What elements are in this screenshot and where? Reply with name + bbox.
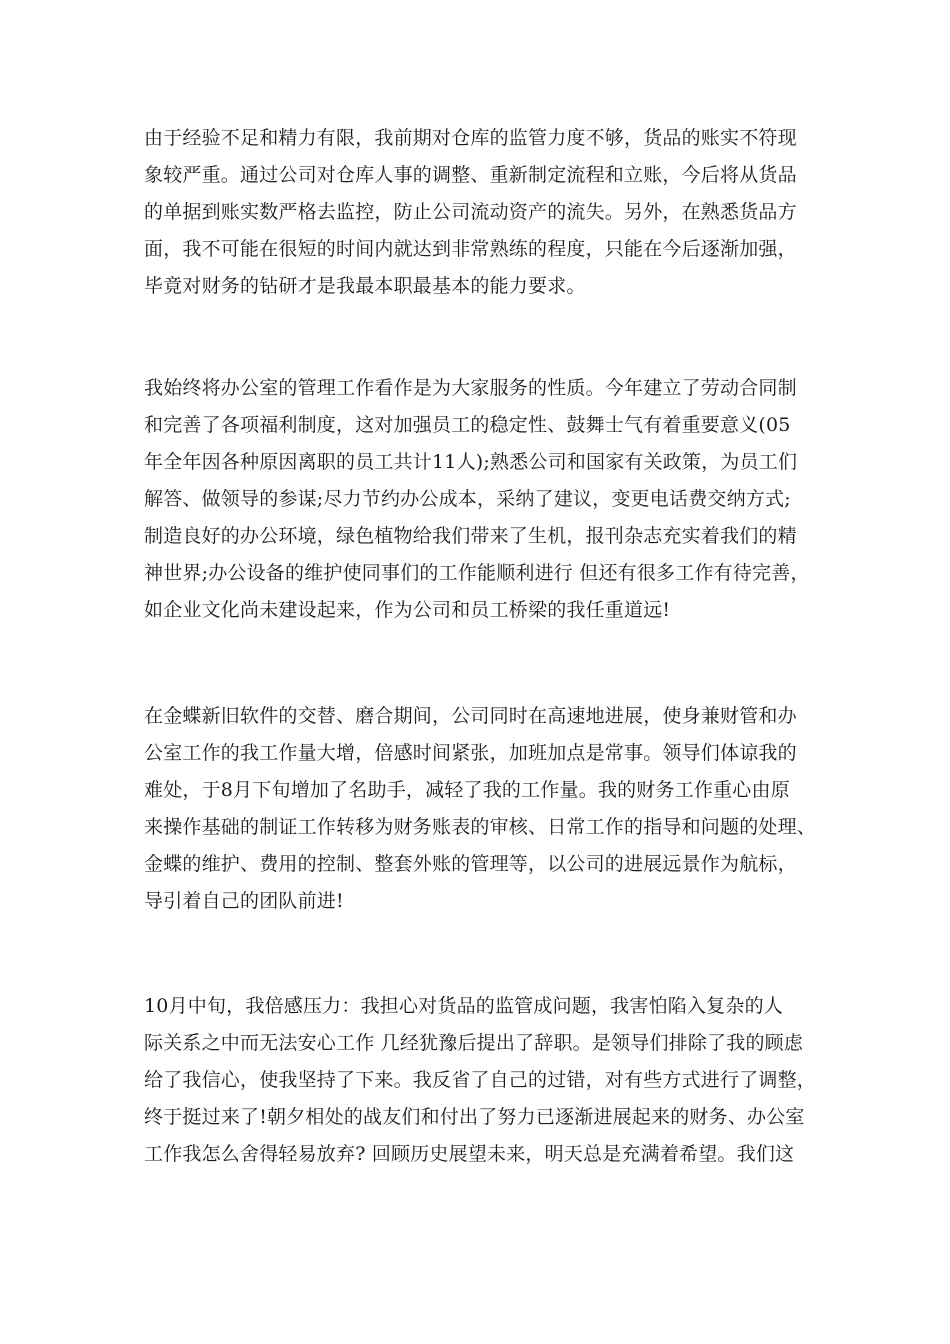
paragraph-software-transition <box>144 698 817 920</box>
paragraph-line: 如企业文化尚未建设起来，作为公司和员工桥梁的我任重道远! <box>144 599 671 621</box>
paragraph-line: 难处，于8月下旬增加了名助手，减轻了我的工作量。我的财务工作重心由原 <box>144 779 790 801</box>
paragraph-line: 际关系之中而无法安心工作 几经犹豫后提出了辞职。是领导们排除了我的顾虑 <box>144 1032 804 1054</box>
paragraph-line: 在金蝶新旧软件的交替、磨合期间，公司同时在高速地进展，使身兼财管和办 <box>144 705 797 727</box>
paragraph-line: 公室工作的我工作量大增，倍感时间紧张，加班加点是常事。领导们体谅我的 <box>144 742 797 764</box>
paragraph-line: 来操作基础的制证工作转移为财务账表的审核、日常工作的指导和问题的处理、 <box>144 816 817 838</box>
paragraph-line: 终于挺过来了!朝夕相处的战友们和付出了努力已逐渐进展起来的财务、办公室 <box>144 1106 805 1128</box>
paragraph-line: 解答、做领导的参谋;尽力节约办公成本，采纳了建议，变更电话费交纳方式; <box>144 488 791 510</box>
paragraph-warehouse-supervision <box>144 120 814 305</box>
paragraph-line: 的单据到账实数严格去监控，防止公司流动资产的流失。另外，在熟悉货品方 <box>144 201 797 223</box>
paragraph-line: 工作我怎么舍得轻易放弃? 回顾历史展望未来，明天总是充满着希望。我们这 <box>144 1143 795 1165</box>
paragraph-office-management <box>144 370 814 629</box>
paragraph-line: 给了我信心，使我坚持了下来。我反省了自己的过错，对有些方式进行了调整， <box>144 1069 817 1091</box>
paragraph-line: 我始终将办公室的管理工作看作是为大家服务的性质。今年建立了劳动合同制 <box>144 377 797 399</box>
paragraph-line: 和完善了各项福利制度，这对加强员工的稳定性、鼓舞士气有着重要意义(05 <box>144 414 791 436</box>
paragraph-line: 金蝶的维护、费用的控制、整套外账的管理等，以公司的进展远景作为航标， <box>144 853 797 875</box>
paragraph-line: 10月中旬，我倍感压力：我担心对货品的监管成问题，我害怕陷入复杂的人 <box>144 995 783 1017</box>
paragraph-line: 象较严重。通过公司对仓库人事的调整、重新制定流程和立账，今后将从货品 <box>144 164 797 186</box>
paragraph-line: 由于经验不足和精力有限，我前期对仓库的监管力度不够，货品的账实不符现 <box>144 127 797 149</box>
paragraph-line: 毕竟对财务的钻研才是我最本职最基本的能力要求。 <box>144 275 586 297</box>
paragraph-line: 神世界;办公设备的维护使同事们的工作能顺利进行 但还有很多工作有待完善， <box>144 562 810 584</box>
paragraph-line: 制造良好的办公环境，绿色植物给我们带来了生机，报刊杂志充实着我们的精 <box>144 525 797 547</box>
paragraph-october-pressure <box>144 988 817 1173</box>
paragraph-line: 年全年因各种原因离职的员工共计11人);熟悉公司和国家有关政策，为员工们 <box>144 451 798 473</box>
paragraph-line: 面，我不可能在很短的时间内就达到非常熟练的程度，只能在今后逐渐加强， <box>144 238 797 260</box>
paragraph-line: 导引着自己的团队前进! <box>144 890 344 912</box>
